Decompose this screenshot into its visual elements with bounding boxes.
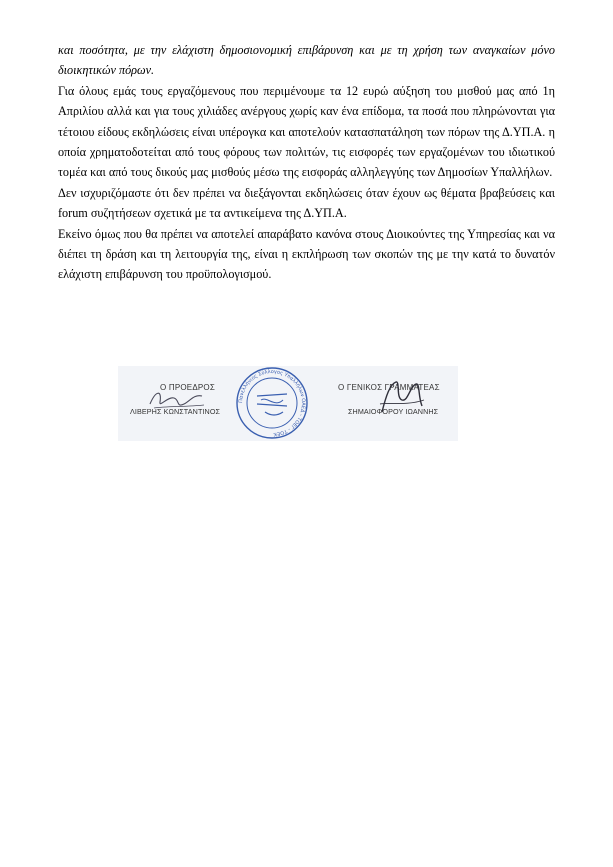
secretary-title: Ο ΓΕΝΙΚΟΣ ΓΡΑΜΜΑΤΕΑΣ xyxy=(338,383,440,392)
svg-text:Πανελλήνιος Σύλλογος Υπαλλήλων xyxy=(238,369,306,437)
paragraph-rule: Εκείνο όμως που θα πρέπει να αποτελεί απαράβατο κανόνα στους Διοικούντες της Υπηρεσίας και να διέπει τη δράση και τη λειτουργία της, είναι η εκπλήρωση των σκοπών της με την κατά το δυνατόν ελάχιστη επιβάρυνση του προϋπολογισμού. xyxy=(58,226,555,282)
president-signature xyxy=(146,386,208,412)
organization-seal xyxy=(235,366,309,440)
secretary-signature xyxy=(376,376,426,418)
signature-block xyxy=(118,366,458,441)
paragraph-events: Δεν ισχυριζόμαστε ότι δεν πρέπει να διεξάγονται εκδηλώσεις όταν έχουν ως θέματα βραβεύσεις και forum συζητήσεων σχετικά με τα αντικείμενα της Δ.ΥΠ.Α. xyxy=(58,185,555,221)
secretary-name: ΣΗΜΑΙΟΦΟΡΟΥ ΙΩΑΝΝΗΣ xyxy=(348,407,439,416)
body-text xyxy=(58,40,555,285)
paragraph-continuation: και ποσότητα, με την ελάχιστη δημοσιονομική επιβάρυνση και με τη χρήση των αναγκαίων μόνο διοικητικών πόρων. xyxy=(58,43,555,78)
paragraph-salary: Για όλους εμάς τους εργαζόμενους που περιμένουμε τα 12 ευρώ αύξηση του μισθού μας από 1η Απριλίου αλλά και για τους χιλιάδες ανέργους χωρίς καν ένα επίδομα, τα ποσά που πληρώνονται για τέτοιου είδους εκδηλώσεις είναι υπέρογκα και αποτελούν κατασπατάληση των πόρων της Δ.ΥΠ.Α. η οποία χρηματοδοτείται από τους φόρους των πολιτών, τις εισφορές των εργαζομένων του ιδιωτικού τομέα και από τους δικούς μας μισθούς μέσω της εισφοράς αλληλεγγύης των Δημοσίων Υπαλλήλων. xyxy=(58,83,555,180)
president-title: Ο ΠΡΟΕΔΡΟΣ xyxy=(160,383,215,392)
president-name: ΛΙΒΕΡΗΣ ΚΩΝΣΤΑΝΤΙΝΟΣ xyxy=(130,407,221,416)
seal-text: Πανελλήνιος Σύλλογος Υπαλλήλων ΟΑΕΔ - ΤΟΕΓ - ΤΟΕΚ xyxy=(237,368,307,437)
